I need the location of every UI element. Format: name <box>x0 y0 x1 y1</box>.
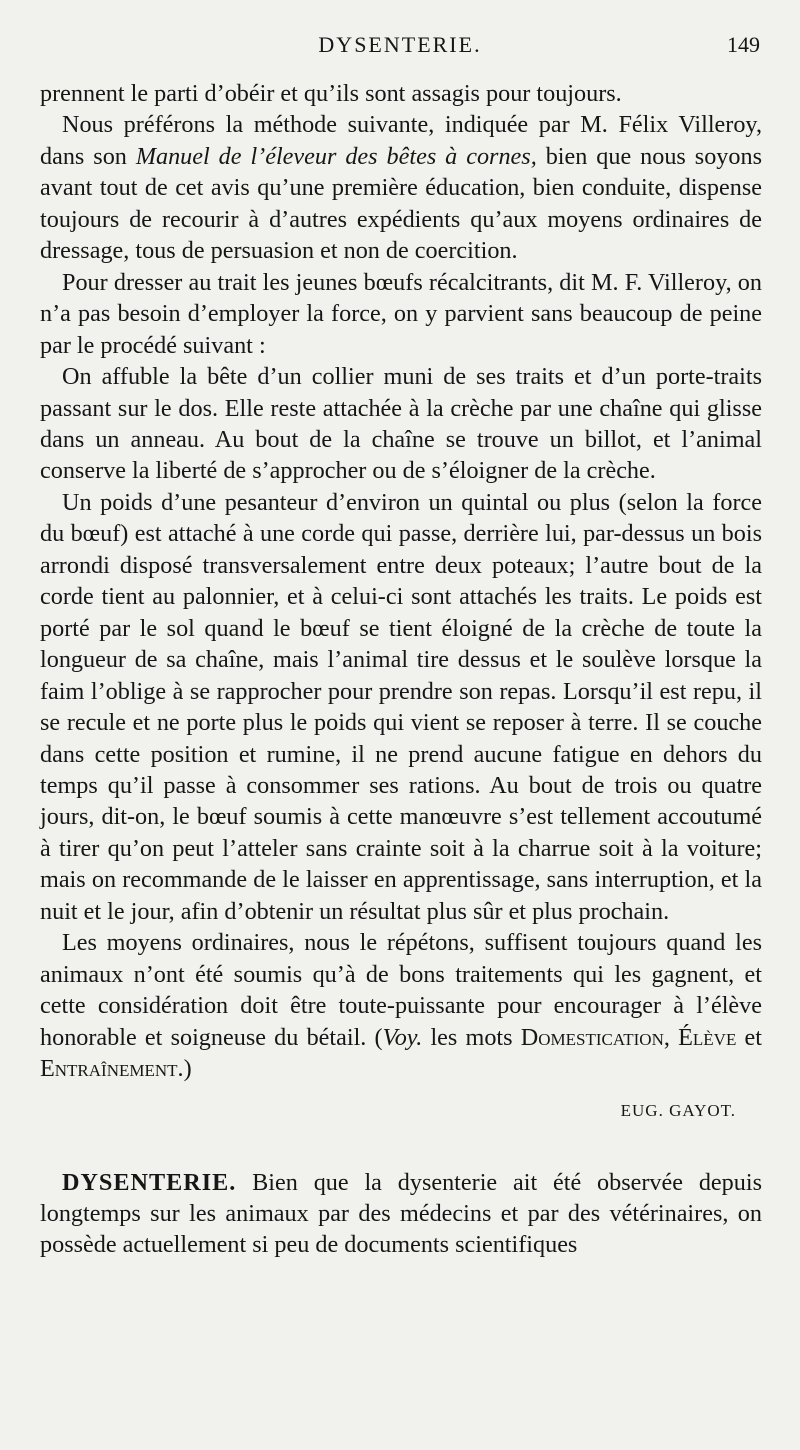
entry-headword: DYSENTERIE. <box>62 1168 237 1196</box>
paragraph: On affuble la bête d’un collier muni de ses traits et d’un porte-traits passant sur le dos. Elle reste attachée à la crèche par une chaîne qui glisse dans un anneau. Au bout de la chaîne se trouve un billot, et l’animal conserve la liberté de s’approcher ou de s’éloigner de la crèche. <box>40 363 762 485</box>
running-head-title: DYSENTERIE. <box>318 32 482 57</box>
dictionary-entry: DYSENTERIE. Bien que la dysenterie ait été observée depuis longtemps sur les animaux par des médecins et par des vétérinaires, on possède actuellement si peu de documents scientifiques <box>40 1168 762 1259</box>
paragraph: Un poids d’une pesanteur d’environ un quintal ou plus (selon la force du bœuf) est attaché à une corde qui passe, derrière lui, par-dessus un bois arrondi disposé transversalement entre deux poteaux; l’autre bout de la corde tient au palonnier, et à celui-ci sont attachés les traits. Le poids est porté par le sol quand le bœuf se tient éloigné de la crèche de toute la longueur de sa chaîne, mais l’animal tire dessus et le soulève lorsque la faim l’oblige à se rapprocher pour prendre son repas. Lorsqu’il est repu, il se recule et ne porte plus le poids qui vient se reposer à terre. Il se couche dans cette position et rumine, il ne prend aucune fatigue en dehors du temps qu’il passe à consommer ses rations. Au bout de trois ou quatre jours, dit-on, le bœuf soumis à cette manœuvre s’est tellement accoutumé à tirer qu’on peut l’atteler sans crainte soit à la charrue soit à la voiture; mais on recommande de le laisser en apprentissage, sans interruption, et la nuit et le jour, afin d’obtenir un résultat plus sûr et plus prochain. <box>40 488 762 925</box>
paragraph: Les moyens ordinaires, nous le répétons, suffisent toujours quand les animaux n’ont été soumis qu’à de bons traitements qui les gagnent, et cette considération doit être toute-puissante pour encourager à l’élève honorable et soigneuse du bétail. (Voy. les mots Domestication, Élève et Entraînement.) <box>40 929 763 1083</box>
paragraph: Pour dresser au trait les jeunes bœufs récalcitrants, dit M. F. Villeroy, on n’a pas besoin d’employer la force, on y parvient sans beaucoup de peine par le procédé suivant : <box>40 268 762 359</box>
cross-reference: Domestication <box>520 1023 664 1051</box>
cross-reference: Entraînement <box>40 1055 178 1083</box>
book-title: Manuel de l’éleveur des bêtes à cornes, <box>135 142 537 170</box>
cross-reference: Élève <box>678 1023 737 1051</box>
paragraph-continuation: prennent le parti d’obéir et qu’ils sont assagis pour toujours. <box>40 80 622 107</box>
page-body <box>40 78 762 1261</box>
paragraph: Nous préférons la méthode suivante, indiquée par M. Félix Villeroy, dans son Manuel de l’éleveur des bêtes à cornes, bien que nous soyons avant tout de cet avis qu’une première éducation, bien conduite, dispense toujours de recourir à d’autres expédients qu’aux moyens ordinaires de dressage, tous de persuasion et non de coercition. <box>40 111 762 265</box>
author-signature: EUG. GAYOT. <box>620 1100 736 1120</box>
running-head <box>0 30 800 66</box>
page-number: 149 <box>727 32 760 57</box>
